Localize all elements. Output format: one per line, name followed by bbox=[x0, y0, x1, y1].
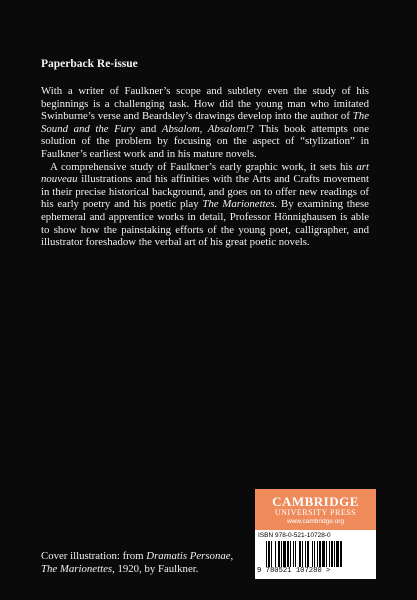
blurb-text bbox=[41, 85, 369, 249]
isbn-label: ISBN 978-0-521-10728-0 bbox=[258, 532, 331, 539]
blurb-paragraph-1: With a writer of Faulkner’s scope and subtlety even the study of his beginnings is a challenging task. How did the young man who imitated Swinburne’s verse and Beardsley’s drawings develop into the author of The Sound and the Fury and Absalom, Absalom!? This book attempts one solution of the problem by focusing on the aspect of “stylization” in Faulkner’s earliest work and in his mature novels. bbox=[41, 85, 369, 160]
barcode-number: 9 780521 107280 > bbox=[257, 567, 331, 575]
publisher-name: CAMBRIDGE bbox=[272, 494, 359, 509]
reissue-heading: Paperback Re-issue bbox=[41, 58, 138, 70]
barcode-icon bbox=[266, 541, 365, 567]
publisher-url: www.cambridge.org bbox=[286, 518, 345, 525]
blurb-paragraph-2: A comprehensive study of Faulkner’s early graphic work, it sets his art nouveau illustrations and his affinities with the Arts and Crafts movement in their precise historical background, and goes on to offer new readings of his early poetry and his poetic play The Marionettes. By examining these ephemeral and apprentice works in detail, Professor Hönnighausen is able to show how the painstaking efforts of the young poet, calligrapher, and illustrator foreshadow the verbal art of his great poetic novels. bbox=[41, 160, 369, 249]
publisher-subtitle: UNIVERSITY PRESS bbox=[274, 508, 357, 517]
cover-caption: Cover illustration: from Dramatis Personae, The Marionettes, 1920, by Faulkner. bbox=[41, 550, 234, 575]
barcode-panel bbox=[255, 530, 376, 579]
